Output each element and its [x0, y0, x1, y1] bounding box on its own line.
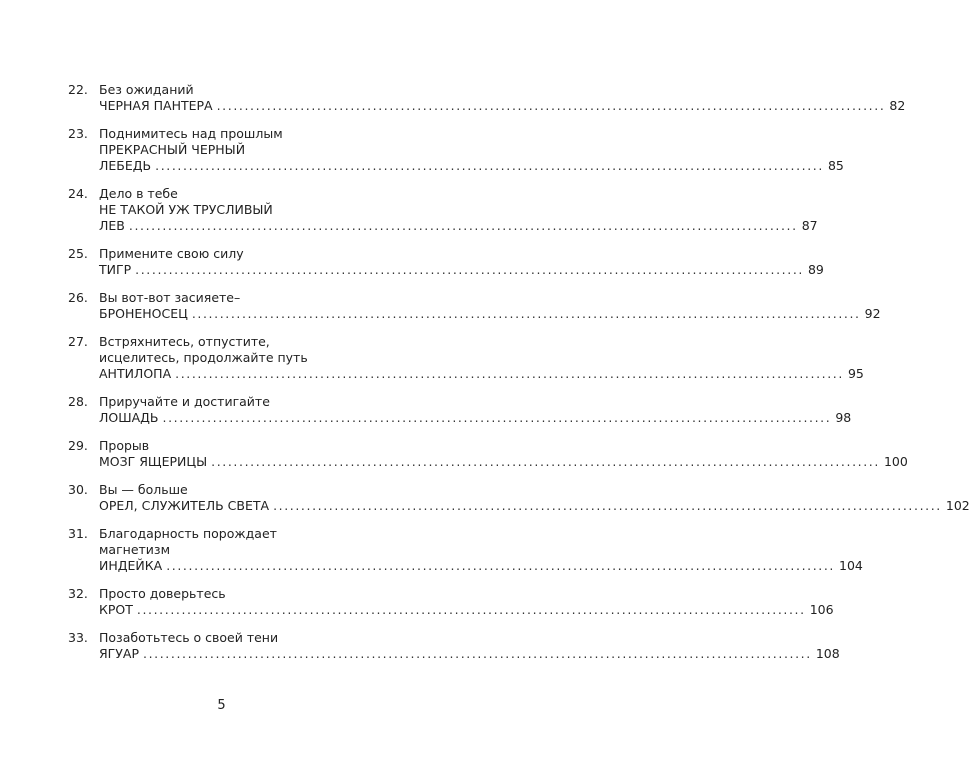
entry-animal: ОРЕЛ, СЛУЖИТЕЛЬ СВЕТА: [99, 498, 270, 513]
entry-text: [99, 526, 863, 574]
dot-leader: ........................................................................................................................: [211, 454, 880, 469]
entry-animal: ЛЕВ: [99, 218, 125, 233]
toc-entry: [68, 126, 844, 174]
entry-page-number: 92: [864, 306, 881, 321]
entry-number: 24.: [68, 186, 88, 201]
dot-leader: ........................................................................................................................: [175, 366, 844, 381]
entry-line: магнетизм: [99, 542, 171, 557]
toc-entry: [68, 630, 840, 662]
entry-page-number: 85: [827, 158, 844, 173]
toc-entry: [68, 186, 818, 234]
entry-page-number: 98: [835, 410, 852, 425]
entry-animal: ЛЕБЕДЬ: [99, 158, 152, 173]
entry-text: [99, 186, 818, 234]
dot-leader: ........................................................................................................................: [135, 262, 804, 277]
toc-entry: [68, 438, 908, 470]
toc-entry: [68, 394, 852, 426]
entry-line: исцелитесь, продолжайте путь: [99, 350, 308, 365]
entry-line: Позаботьтесь о своей тени: [99, 630, 279, 645]
entry-page-number: 104: [839, 558, 863, 573]
entry-page-number: 108: [815, 646, 840, 661]
entry-number: 22.: [68, 82, 88, 97]
entry-animal: ЛОШАДЬ: [99, 410, 159, 425]
entry-line: Прорыв: [99, 438, 150, 453]
entry-animal-line: [99, 410, 852, 426]
entry-animal-line: [99, 262, 824, 278]
entry-text: [99, 438, 908, 470]
page-number: 5: [217, 698, 226, 713]
entry-line: НЕ ТАКОЙ УЖ ТРУСЛИВЫЙ: [99, 202, 273, 217]
entry-animal-line: [99, 158, 844, 174]
toc-entry: [68, 290, 881, 322]
entry-line: Без ожиданий: [99, 82, 194, 97]
entry-number: 30.: [68, 482, 88, 497]
entry-number: 29.: [68, 438, 88, 453]
entry-animal-line: [99, 218, 818, 234]
entry-page-number: 82: [889, 98, 906, 113]
entry-page-number: 95: [847, 366, 864, 381]
entry-animal: ЧЕРНАЯ ПАНТЕРА: [99, 98, 213, 113]
entry-text: [99, 126, 844, 174]
entry-number: 32.: [68, 586, 88, 601]
entry-line: ПРЕКРАСНЫЙ ЧЕРНЫЙ: [99, 142, 246, 157]
entry-line: Вы вот-вот засияете–: [99, 290, 241, 305]
entry-text: [99, 394, 852, 426]
entry-line: Дело в тебе: [99, 186, 178, 201]
toc-entry: [68, 334, 864, 382]
entry-line: Приручайте и достигайте: [99, 394, 270, 409]
dot-leader: ........................................................................................................................: [162, 410, 832, 425]
dot-leader: ........................................................................................................................: [191, 306, 861, 321]
entry-animal: ЯГУАР: [99, 646, 140, 661]
entry-line: Вы — больше: [99, 482, 188, 497]
entry-animal-line: [99, 646, 840, 662]
entry-page-number: 102: [945, 498, 970, 513]
entry-text: [99, 482, 970, 514]
table-of-contents: [68, 82, 970, 674]
entry-number: 26.: [68, 290, 88, 305]
entry-number: 28.: [68, 394, 88, 409]
entry-text: [99, 630, 840, 662]
entry-number: 27.: [68, 334, 88, 349]
entry-line: Встряхнитесь, отпустите,: [99, 334, 270, 349]
entry-number: 33.: [68, 630, 88, 645]
dot-leader: ........................................................................................................................: [128, 218, 798, 233]
entry-page-number: 87: [801, 218, 818, 233]
dot-leader: ........................................................................................................................: [216, 98, 886, 113]
dot-leader: ........................................................................................................................: [155, 158, 824, 173]
entry-page-number: 100: [883, 454, 908, 469]
dot-leader: ........................................................................................................................: [136, 602, 806, 617]
entry-page-number: 89: [807, 262, 824, 277]
entry-animal: КРОТ: [99, 602, 133, 617]
entry-animal-line: [99, 498, 970, 514]
entry-animal-line: [99, 454, 908, 470]
toc-entry: [68, 526, 863, 574]
entry-number: 23.: [68, 126, 88, 141]
entry-animal: БРОНЕНОСЕЦ: [99, 306, 188, 321]
entry-line: Поднимитесь над прошлым: [99, 126, 283, 141]
entry-text: [99, 290, 881, 322]
entry-text: [99, 82, 906, 114]
entry-animal: АНТИЛОПА: [99, 366, 172, 381]
toc-entry: [68, 586, 834, 618]
entry-animal-line: [99, 558, 863, 574]
entry-animal: МОЗГ ЯЩЕРИЦЫ: [99, 454, 208, 469]
entry-line: Просто доверьтесь: [99, 586, 226, 601]
entry-animal: ТИГР: [99, 262, 132, 277]
entry-number: 31.: [68, 526, 88, 541]
dot-leader: ........................................................................................................................: [143, 646, 812, 661]
toc-entry: [68, 482, 970, 514]
entry-animal-line: [99, 602, 834, 618]
dot-leader: ........................................................................................................................: [166, 558, 836, 573]
entry-animal-line: [99, 98, 906, 114]
entry-animal-line: [99, 306, 881, 322]
toc-entry: [68, 82, 906, 114]
toc-entry: [68, 246, 824, 278]
entry-number: 25.: [68, 246, 88, 261]
entry-line: Благодарность порождает: [99, 526, 277, 541]
entry-animal: ИНДЕЙКА: [99, 558, 163, 573]
entry-page-number: 106: [809, 602, 834, 617]
entry-text: [99, 334, 864, 382]
entry-text: [99, 586, 834, 618]
entry-text: [99, 246, 824, 278]
entry-animal-line: [99, 366, 864, 382]
dot-leader: ........................................................................................................................: [273, 498, 942, 513]
entry-line: Примените свою силу: [99, 246, 244, 261]
